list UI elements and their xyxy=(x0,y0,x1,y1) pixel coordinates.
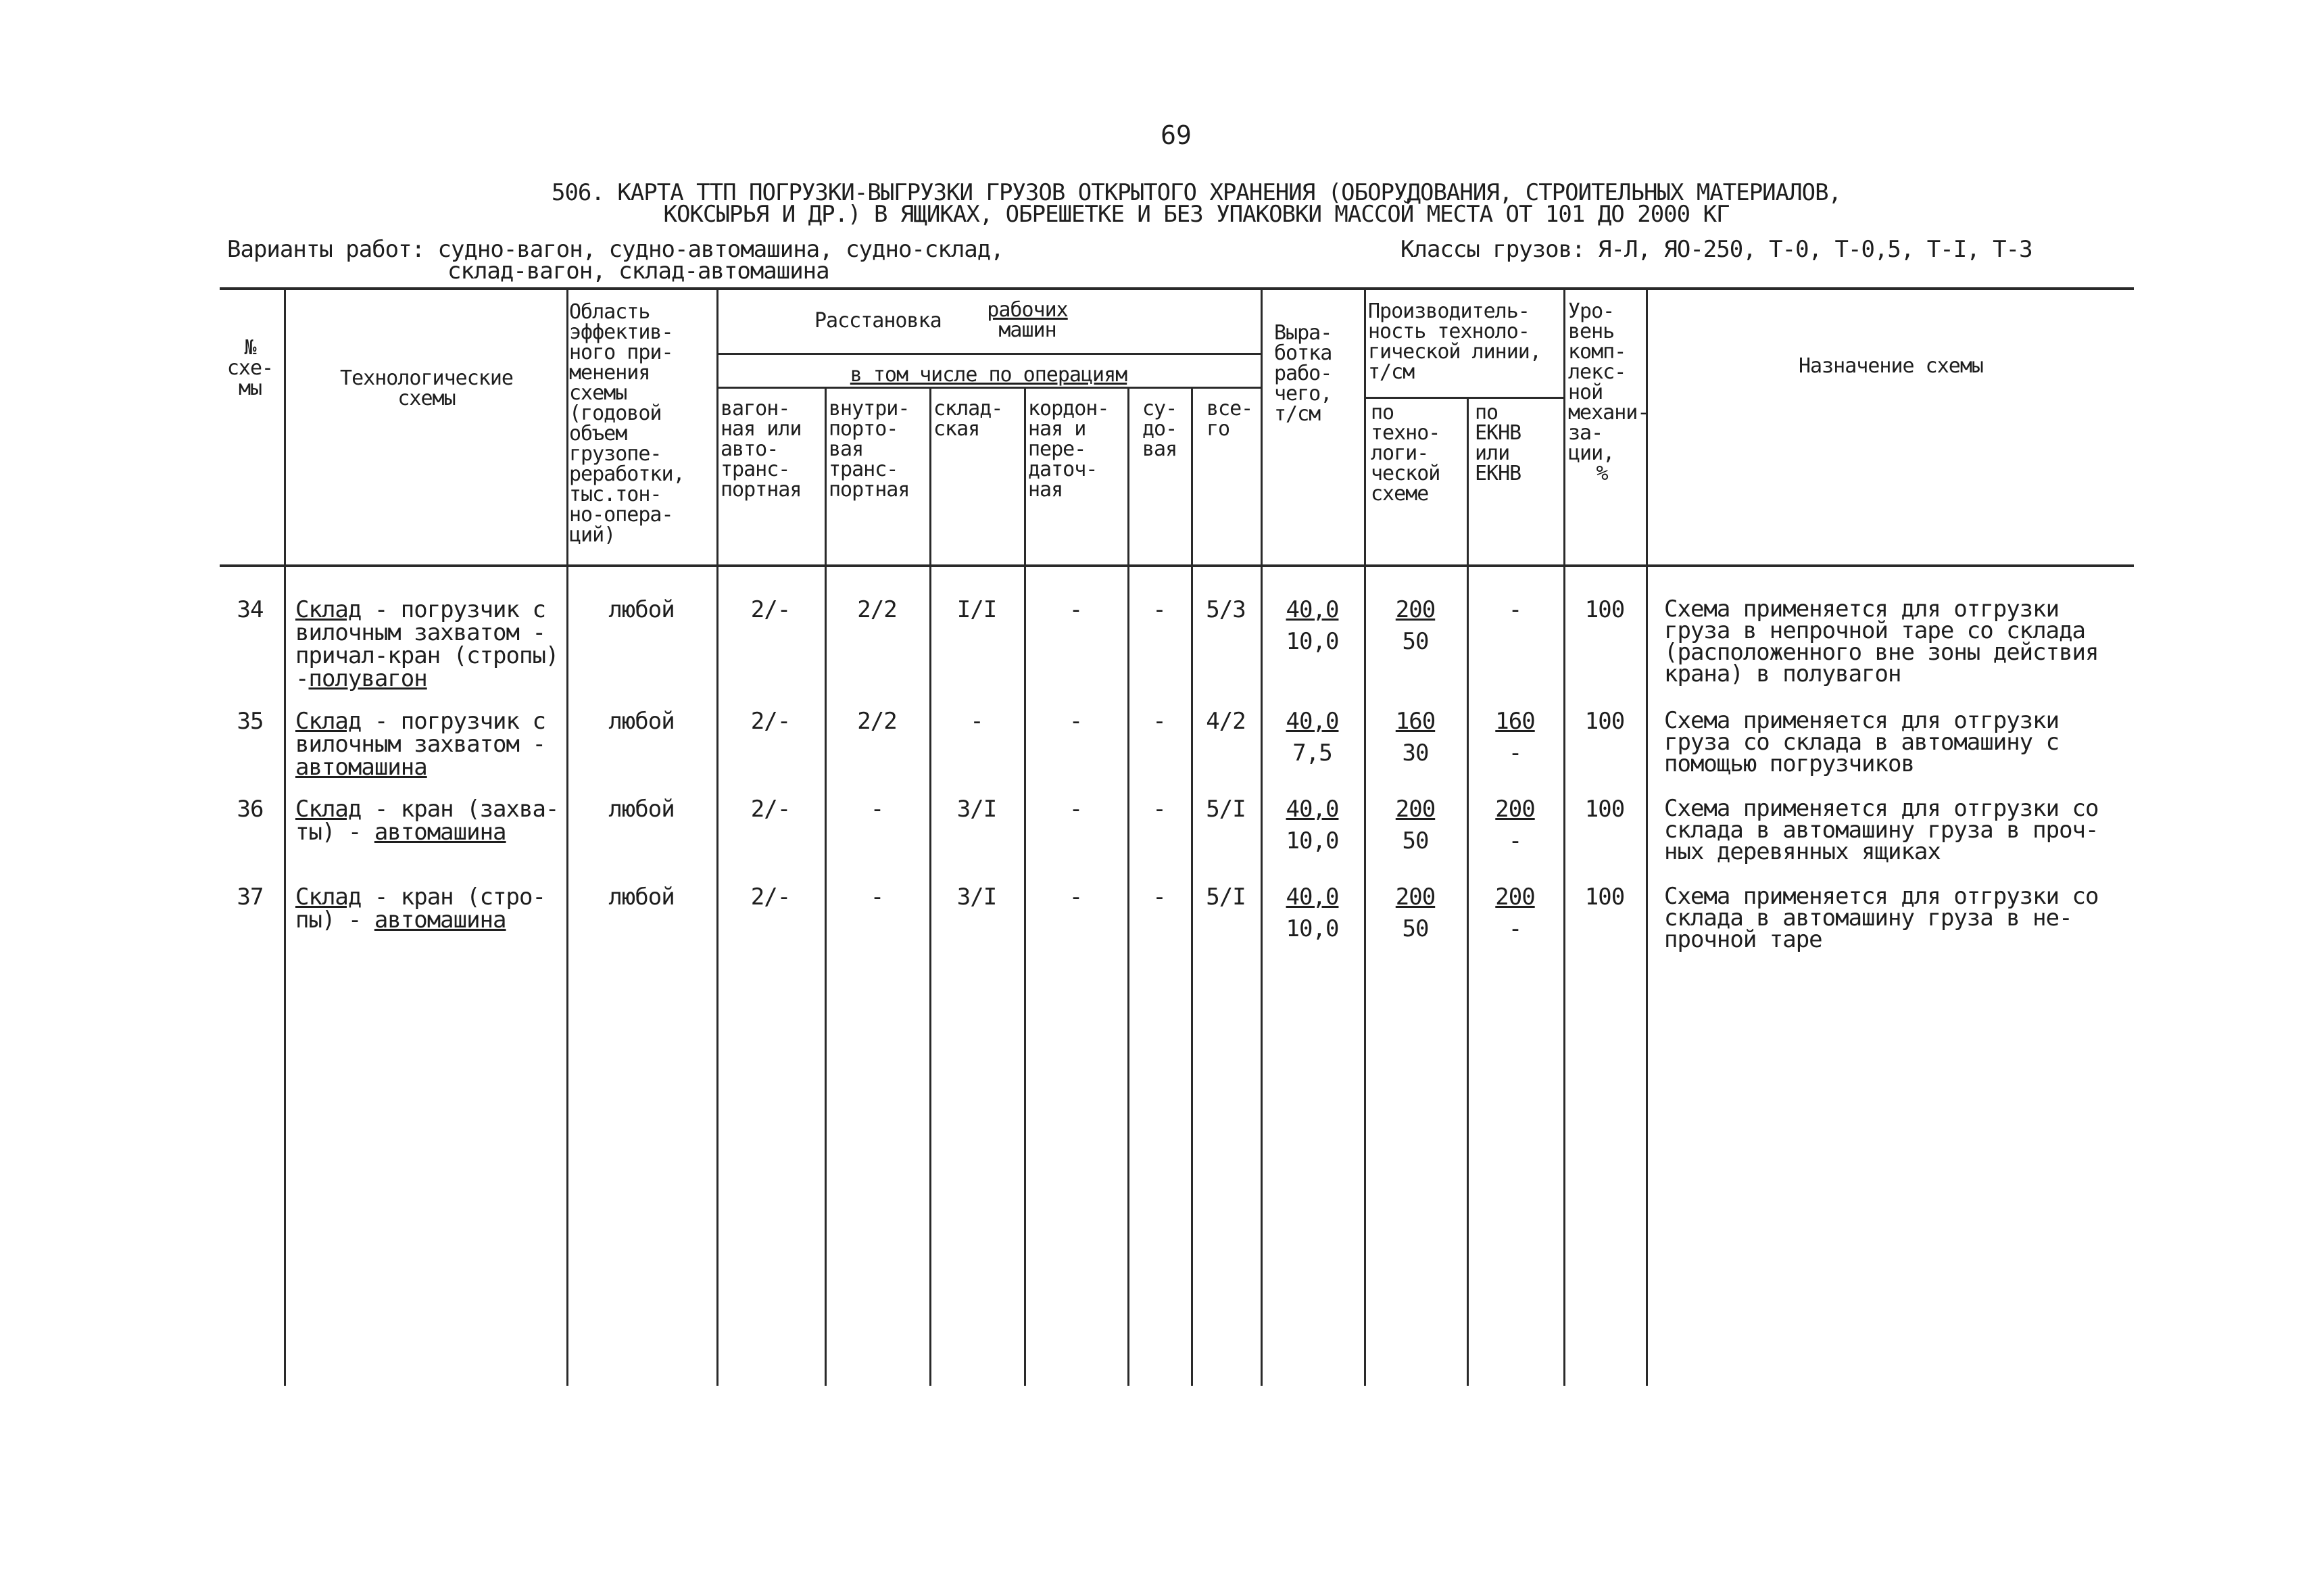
table-header-rule xyxy=(220,564,2134,567)
op-ship-value: - xyxy=(1152,884,1166,911)
cargo-classes: Классы грузов: Я-Л, ЯО-250, Т-0, Т-0,5, Т-I, Т-3 xyxy=(1400,236,2032,263)
document-title-line-2: КОКСЫРЬЯ И ДР.) В ЯЩИКАХ, ОБРЕШЕТКЕ И БЕЗ УПАКОВКИ МАССОЙ МЕСТА ОТ 101 ДО 2000 КГ xyxy=(663,201,1730,228)
mechanization-level: 100 xyxy=(1584,796,1625,823)
prod-scheme-top: 200 xyxy=(1395,796,1436,823)
table-top-rule xyxy=(220,287,2134,290)
machines-subheader-rule xyxy=(716,353,1261,355)
row-number: 37 xyxy=(237,884,264,911)
header-application-area: Область эффектив- ного при- менения схемы (годовой объем грузопе- реработки, тыс.тон- но-опера- ций) xyxy=(569,300,685,547)
document-title-line-1: 506. КАРТА ТТП ПОГРУЗКИ-ВЫГРУЗКИ ГРУЗОВ ОТКРЫТОГО ХРАНЕНИЯ (ОБОРУДОВАНИЯ, СТРОИТЕЛЬНЫХ МАТЕРИАЛОВ, xyxy=(551,179,1842,206)
header-scheme-purpose: Назначение схемы xyxy=(1799,354,1983,378)
application-area: любой xyxy=(608,884,675,911)
op-cordon-value: - xyxy=(1069,596,1083,623)
op-wagon-value: 2/- xyxy=(750,884,791,911)
row-number: 35 xyxy=(237,708,264,735)
prod-ekhnv-top: 200 xyxy=(1495,884,1535,911)
operations-subheader-rule xyxy=(716,387,1261,389)
col-divider xyxy=(716,289,718,1386)
op-wagon-value: 2/- xyxy=(750,796,791,823)
tech-scheme: Склад - кран (стро- пы) - автомашина xyxy=(295,884,545,934)
prod-ekhnv-bottom: - xyxy=(1508,827,1522,854)
output-top: 40,0 xyxy=(1286,596,1339,623)
op-total-value: 4/2 xyxy=(1206,708,1246,735)
tech-scheme: Склад - кран (захва- ты) - автомашина xyxy=(295,796,559,846)
header-op-warehouse: склад- ская xyxy=(933,397,1003,441)
application-area: любой xyxy=(608,596,675,623)
prod-ekhnv-top: - xyxy=(1508,596,1522,623)
op-total-value: 5/I xyxy=(1206,884,1246,911)
col-divider xyxy=(566,289,568,1386)
op-total-value: 5/3 xyxy=(1206,596,1246,623)
scheme-purpose: Схема применяется для отгрузки груза со склада в автомашину с помощью погрузчиков xyxy=(1664,707,2060,777)
header-mechanization-level: Уро- вень комп- лекс- ной механи- за- ции, % xyxy=(1568,299,1649,485)
op-warehouse-value: 3/I xyxy=(956,796,997,823)
output-bottom: 7,5 xyxy=(1292,740,1332,767)
prod-scheme-bottom: 50 xyxy=(1402,628,1429,655)
op-warehouse-value: - xyxy=(970,708,983,735)
header-worker-output: Выра- ботка рабо- чего, т/см xyxy=(1274,321,1332,426)
output-top: 40,0 xyxy=(1286,796,1339,823)
prod-ekhnv-bottom: - xyxy=(1508,915,1522,942)
prod-scheme-bottom: 50 xyxy=(1402,827,1429,854)
op-wagon-value: 2/- xyxy=(750,708,791,735)
header-prod-by-ekhnv: по ЕКНВ или ЕКНВ xyxy=(1475,401,1521,485)
prod-ekhnv-top: 200 xyxy=(1495,796,1535,823)
op-cordon-value: - xyxy=(1069,708,1083,735)
header-machines-bottom: машин xyxy=(998,318,1056,342)
mechanization-level: 100 xyxy=(1584,596,1625,623)
productivity-subheader-rule xyxy=(1364,397,1563,399)
header-op-cordon: кордон- ная и пере- даточ- ная xyxy=(1028,397,1109,502)
header-machines-top: рабочих xyxy=(987,298,1068,322)
application-area: любой xyxy=(608,796,675,823)
tech-scheme: Склад - погрузчик с вилочным захватом - автомашина xyxy=(295,708,545,781)
header-operations-group: в том числе по операциям xyxy=(850,363,1127,387)
op-cordon-value: - xyxy=(1069,796,1083,823)
header-op-total: все- го xyxy=(1207,397,1253,441)
output-top: 40,0 xyxy=(1286,708,1339,735)
op-ship-value: - xyxy=(1152,796,1166,823)
header-op-wagon: вагон- ная или авто- транс- портная xyxy=(721,397,802,502)
op-warehouse-value: I/I xyxy=(956,596,997,623)
prod-scheme-top: 200 xyxy=(1395,884,1436,911)
prod-scheme-bottom: 50 xyxy=(1402,915,1429,942)
op-cordon-value: - xyxy=(1069,884,1083,911)
prod-scheme-top: 160 xyxy=(1395,708,1436,735)
header-line-productivity: Производитель- ность техноло- гической линии, т/см xyxy=(1368,299,1541,384)
row-number: 34 xyxy=(237,596,264,623)
op-internal-value: 2/2 xyxy=(857,596,897,623)
row-number: 36 xyxy=(237,796,264,823)
col-divider xyxy=(1563,289,1565,1386)
header-op-ship: су- до- вая xyxy=(1142,397,1177,461)
scheme-purpose: Схема применяется для отгрузки груза в непрочной таре со склада (расположенного вне зоны действия крана) в полувагон xyxy=(1664,596,2099,687)
op-ship-value: - xyxy=(1152,708,1166,735)
output-bottom: 10,0 xyxy=(1286,628,1339,655)
output-bottom: 10,0 xyxy=(1286,915,1339,942)
output-bottom: 10,0 xyxy=(1286,827,1339,854)
header-prod-by-scheme: по техно- логи- ческой схеме xyxy=(1371,401,1440,506)
page-number: 69 xyxy=(1161,120,1192,150)
op-wagon-value: 2/- xyxy=(750,596,791,623)
header-scheme-number: № схе- мы xyxy=(226,336,274,400)
op-internal-value: 2/2 xyxy=(857,708,897,735)
prod-scheme-top: 200 xyxy=(1395,596,1436,623)
op-warehouse-value: 3/I xyxy=(956,884,997,911)
work-variants-line-2: склад-вагон, склад-автомашина xyxy=(447,258,829,285)
op-internal-value: - xyxy=(870,884,884,911)
op-internal-value: - xyxy=(870,796,884,823)
tech-scheme: Склад - погрузчик с вилочным захватом - причал-кран (стропы) -полувагон xyxy=(295,596,559,692)
header-tech-schemes: Технологические схемы xyxy=(340,366,513,410)
prod-ekhnv-top: 160 xyxy=(1495,708,1535,735)
header-machines-prefix: Расстановка xyxy=(814,309,942,333)
op-ship-value: - xyxy=(1152,596,1166,623)
prod-scheme-bottom: 30 xyxy=(1402,740,1429,767)
work-variants-line-1: Варианты работ: судно-вагон, судно-автомашина, судно-склад, xyxy=(227,236,1004,263)
mechanization-level: 100 xyxy=(1584,884,1625,911)
header-op-internal: внутри- порто- вая транс- портная xyxy=(829,397,910,502)
application-area: любой xyxy=(608,708,675,735)
mechanization-level: 100 xyxy=(1584,708,1625,735)
prod-ekhnv-bottom: - xyxy=(1508,740,1522,767)
scheme-purpose: Схема применяется для отгрузки со склада в автомашину груза в не- прочной таре xyxy=(1664,883,2099,953)
scheme-purpose: Схема применяется для отгрузки со склада в автомашину груза в проч- ных деревянных ящиках xyxy=(1664,795,2099,865)
output-top: 40,0 xyxy=(1286,884,1339,911)
col-divider xyxy=(284,289,286,1386)
op-total-value: 5/I xyxy=(1206,796,1246,823)
